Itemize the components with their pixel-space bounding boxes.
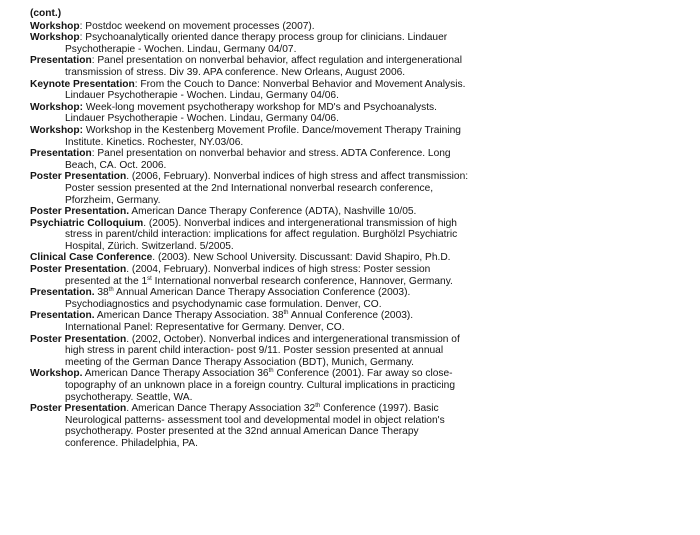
entry-type-label: Psychiatric Colloquium <box>30 217 144 229</box>
entry-separator: . <box>126 403 132 415</box>
ordinal-superscript: st <box>147 275 152 282</box>
cv-entry <box>30 368 470 403</box>
entry-type-label: Poster Presentation <box>30 403 127 415</box>
entry-text: American Dance Therapy Association. 38 <box>96 310 284 322</box>
entry-text: From the Couch to Dance: Nonverbal Behavior and Movement Analysis. Lindauer Psychotherapie - Wochen. Lindau, Germany 04/06. <box>65 78 466 102</box>
cv-entry <box>30 218 470 253</box>
entry-separator: : <box>91 148 98 160</box>
entry-separator: : <box>134 78 141 90</box>
entry-type-label: Poster Presentation <box>30 333 127 345</box>
entry-text: Workshop in the Kestenberg Movement Profile. Dance/movement Therapy Training Institute. Kinetics. Rochester, NY.03/06. <box>65 124 461 148</box>
section-continuation-heading: (cont.) <box>30 8 62 19</box>
entry-text: (2004, February). Nonverbal indices of high stress: Poster session presented at the 1 <box>65 264 431 287</box>
entry-text: International nonverbal research conference, Hannover, Germany. <box>151 275 453 287</box>
entry-text: Conference (1997). Basic Neurological patterns- assessment tool and developmental model in object relation's psychotherapy. Poster presented at the 32nd annual American Dance Therapy conference. Philadelphia, PA. <box>65 403 445 449</box>
entry-type-label: Workshop: <box>30 101 84 113</box>
ordinal-superscript: th <box>283 310 289 317</box>
entry-text: Panel presentation on nonverbal behavior, affect regulation and intergenerational transmission of stress. Div 39. APA conference. New Orleans, August 2006. <box>65 55 462 78</box>
entry-text: Conference (2001). Far away so close- topography of an unknown place in a foreign country. Cultural implications in practicing psychotherapy. Seattle, WA. <box>65 368 455 403</box>
entry-separator: . <box>126 171 132 183</box>
cv-entry <box>30 125 470 148</box>
entry-text: Psychoanalytically oriented dance therapy process group for clinicians. Lindauer Psychotherapie - Wochen. Lindau, Germany 04/07. <box>65 32 448 55</box>
cv-entry <box>30 171 470 206</box>
entry-separator: : <box>79 32 86 44</box>
cv-entry <box>30 206 470 218</box>
entry-type-label: Presentation <box>30 148 92 160</box>
entry-text: American Dance Therapy Conference (ADTA), Nashville 10/05. <box>131 206 417 218</box>
entry-type-label: Clinical Case Conference <box>30 252 153 264</box>
entry-separator: . <box>126 333 132 345</box>
entry-text: American Dance Therapy Association 36 <box>84 368 269 380</box>
presentation-list <box>30 21 470 450</box>
cv-entry <box>30 55 470 78</box>
cv-entry <box>30 252 470 264</box>
cv-entry <box>30 264 470 287</box>
entry-type-label: Workshop <box>30 32 80 44</box>
entry-type-label: Workshop <box>30 20 80 32</box>
cv-entry <box>30 310 470 333</box>
cv-page <box>30 8 470 450</box>
ordinal-superscript: th <box>268 368 274 375</box>
entry-separator: . <box>152 252 158 264</box>
entry-type-label: Keynote Presentation <box>30 78 135 90</box>
entry-type-label: Poster Presentation. <box>30 206 130 218</box>
ordinal-superscript: th <box>315 403 321 410</box>
entry-text: 38 <box>97 287 109 299</box>
cv-entry <box>30 21 470 33</box>
entry-text: American Dance Therapy Association 32 <box>131 403 316 415</box>
entry-type-label: Workshop: <box>30 124 84 136</box>
cv-entry <box>30 334 470 369</box>
cv-entry <box>30 148 470 171</box>
entry-type-label: Presentation. <box>30 310 95 322</box>
entry-type-label: Presentation. <box>30 287 95 299</box>
entry-separator: . <box>143 217 149 229</box>
entry-type-label: Poster Presentation <box>30 171 127 183</box>
entry-separator: . <box>126 264 132 276</box>
entry-separator: : <box>91 55 98 67</box>
entry-text: (2006, February). Nonverbal indices of high stress and affect transmission: Poster session presented at the 2nd International nonverbal research conference, Pforzheim, Germany. <box>65 171 469 206</box>
entry-text: Annual Conference (2003). International Panel: Representative for Germany. Denver, CO. <box>65 310 414 334</box>
ordinal-superscript: th <box>108 287 114 294</box>
cv-entry <box>30 79 470 102</box>
entry-type-label: Poster Presentation <box>30 264 127 276</box>
entry-text: (2002, October). Nonverbal indices and intergenerational transmission of high stress in parent child interaction- post 9/11. Poster session presented at annual meeting of the German Dance Therapy Association (BDT), Munich, Germany. <box>65 333 460 368</box>
entry-text: (2005). Nonverbal indices and intergenerational transmission of high stress in parent/child interaction: implications for affect regulation. Burghölzl Psychiatric Hospital, Zürich. Switzerland. 5/2005. <box>65 217 458 252</box>
entry-text: Week-long movement psychotherapy workshop for MD's and Psychoanalysts. Lindauer Psychotherapie - Wochen. Lindau, Germany 04/06. <box>65 101 437 125</box>
entry-text: Panel presentation on nonverbal behavior and stress. ADTA Conference. Long Beach, CA. Oct. 2006. <box>65 148 451 171</box>
entry-text: Annual American Dance Therapy Association Conference (2003). Psychodiagnostics and psychodynamic case formulation. Denver, CO. <box>65 287 411 310</box>
entry-separator: : <box>79 20 86 32</box>
entry-text: Postdoc weekend on movement processes (2007). <box>85 20 315 32</box>
entry-text: (2003). New School University. Discussant: David Shapiro, Ph.D. <box>157 252 451 264</box>
cv-entry <box>30 403 470 449</box>
entry-type-label: Workshop. <box>30 368 83 380</box>
cv-entry <box>30 102 470 125</box>
cv-entry <box>30 287 470 310</box>
entry-type-label: Presentation <box>30 55 92 67</box>
cv-entry <box>30 32 470 55</box>
